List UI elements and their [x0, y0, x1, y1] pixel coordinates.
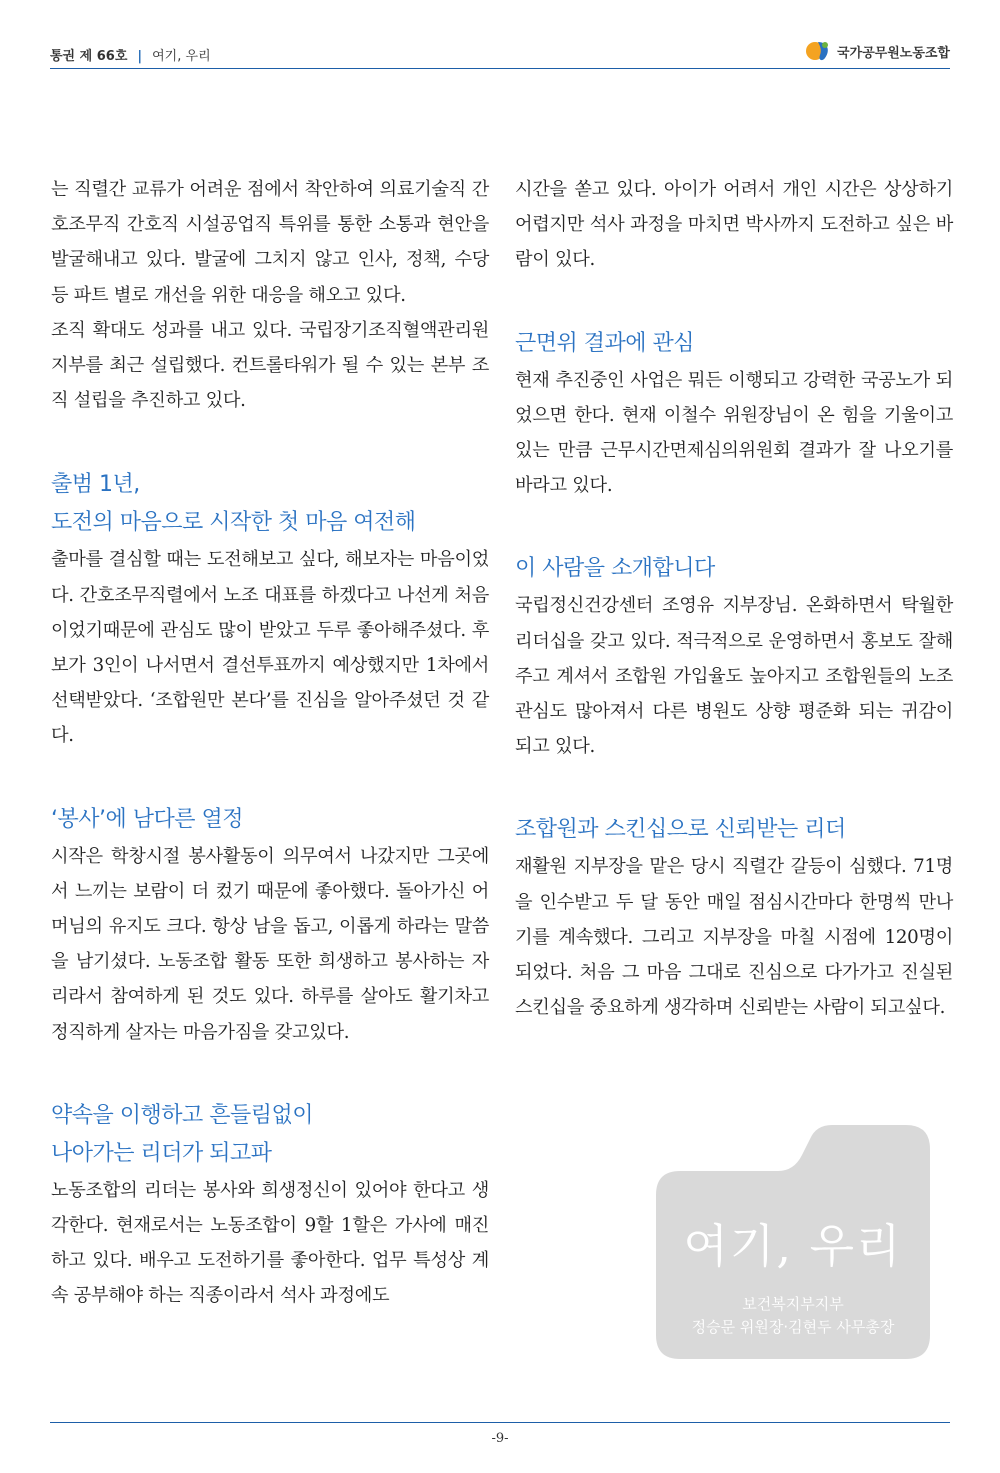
intro-subtitle-branch: 보건복지부지부 — [742, 1295, 844, 1313]
heading-line: 약속을 이행하고 흔들림없이 — [51, 1102, 314, 1128]
paragraph: 는 직렬간 교류가 어려운 점에서 착안하여 의료기술직 간호조무직 간호직 시설공업직 특위를 통한 소통과 현안을 발굴해내고 있다. 발굴에 그치지 않고 인사, 정책, 수당 등 파트 별로 개선을 위한 대응을 해오고 있다. — [51, 179, 489, 306]
interview-intro-box — [656, 1125, 930, 1359]
intro-subtitle-names: 정승문 위원장·김현두 사무총장 — [691, 1318, 895, 1336]
section-heading: ‘봉사’에 남다른 열정 — [51, 806, 243, 832]
paragraph: 시간을 쏟고 있다. 아이가 어려서 개인 시간은 상상하기 어렵지만 석사 과정을 마치면 박사까지 도전하고 싶은 바람이 있다. — [515, 179, 953, 271]
org-name: 국가공무원노동조합 — [836, 45, 950, 61]
heading-line: 출범 1년, — [51, 472, 140, 498]
paragraph: 현재 추진중인 사업은 뭐든 이행되고 강력한 국공노가 되었으면 한다. 현재 이철수 위원장님이 온 힘을 기울이고 있는 만큼 근무시간면제심의위원회 결과가 잘 나오기를 바라고 있다. — [515, 369, 953, 497]
heading-line: 나아가는 리더가 되고파 — [51, 1140, 272, 1166]
section-heading: 근면위 결과에 관심 — [515, 330, 695, 356]
footer-rule — [50, 1422, 950, 1423]
left-column — [51, 172, 489, 1314]
intro-title: 여기, 우리 — [683, 1219, 903, 1273]
page-header — [50, 38, 950, 68]
paragraph: 노동조합의 리더는 봉사와 희생정신이 있어야 한다고 생각한다. 현재로서는 노동조합이 9할 1할은 가사에 매진하고 있다. 배우고 도전하기를 좋아한다. 업무 특성상 계속 공부해야 하는 직종이라서 석사 과정에도 — [51, 1179, 489, 1307]
paragraph: 국립정신건강센터 조영유 지부장님. 온화하면서 탁월한 리더십을 갖고 있다. 적극적으로 운영하면서 홍보도 잘해주고 계셔서 조합원 가입율도 높아지고 조합원들의 노조 관심도 많아져서 다른 병원도 상향 평준화 되는 귀감이 되고 있다. — [515, 595, 953, 758]
paragraph: 시작은 학창시절 봉사활동이 의무여서 나갔지만 그곳에서 느끼는 보람이 더 컸기 때문에 좋아했다. 돌아가신 어머님의 유지도 크다. 항상 남을 돕고, 이롭게 하라는 말씀을 남기셨다. 노동조합 활동 또한 희생하고 봉사하는 자리라서 참여하게 된 것도 있다. 하루를 살아도 활기차고 정직하게 살자는 마음가짐을 갖고있다. — [51, 845, 489, 1043]
section-heading: 조합원과 스킨십으로 신뢰받는 리더 — [515, 817, 846, 843]
paragraph: 출마를 결심할 때는 도전해보고 싶다, 해보자는 마음이었다. 간호조무직렬에서 노조 대표를 하겠다고 나선게 처음이었기때문에 관심도 많이 받았고 두루 좋아해주셨다. 후보가 3인이 나서면서 결선투표까지 예상했지만 1차에서 선택받았다. ‘조합원만 본다’를 진심을 알아주셨던 것 같다. — [51, 549, 489, 747]
section-heading — [51, 1097, 489, 1173]
header-rule — [50, 68, 950, 69]
section-heading: 이 사람을 소개합니다 — [515, 556, 715, 582]
header-separator: | — [137, 49, 143, 64]
issue-label — [50, 45, 211, 64]
paragraph: 조직 확대도 성과를 내고 있다. 국립장기조직혈액관리원 지부를 최근 설립했다. 컨트롤타워가 될 수 있는 본부 조직 설립을 추진하고 있다. — [51, 319, 489, 412]
right-column — [515, 172, 953, 1025]
heading-line: 도전의 마음으로 시작한 첫 마음 여전해 — [51, 510, 416, 536]
issue-number: 통권 제 66호 — [50, 49, 128, 64]
org-logo — [805, 38, 950, 64]
page-number: -9- — [491, 1431, 509, 1446]
org-logo-icon — [805, 38, 833, 64]
paragraph: 재활원 지부장을 맡은 당시 직렬간 갈등이 심했다. 71명을 인수받고 두 달 동안 매일 점심시간마다 한명씩 만나기를 계속했다. 그리고 지부장을 마칠 시점에 120명이 되었다. 처음 그 마음 그대로 진심으로 다가가고 진실된 스킨십을 중요하게 생각하며 신뢰받는 사람이 되고싶다. — [515, 856, 953, 1019]
section-name: 여기, 우리 — [152, 49, 211, 64]
section-heading — [51, 466, 489, 542]
